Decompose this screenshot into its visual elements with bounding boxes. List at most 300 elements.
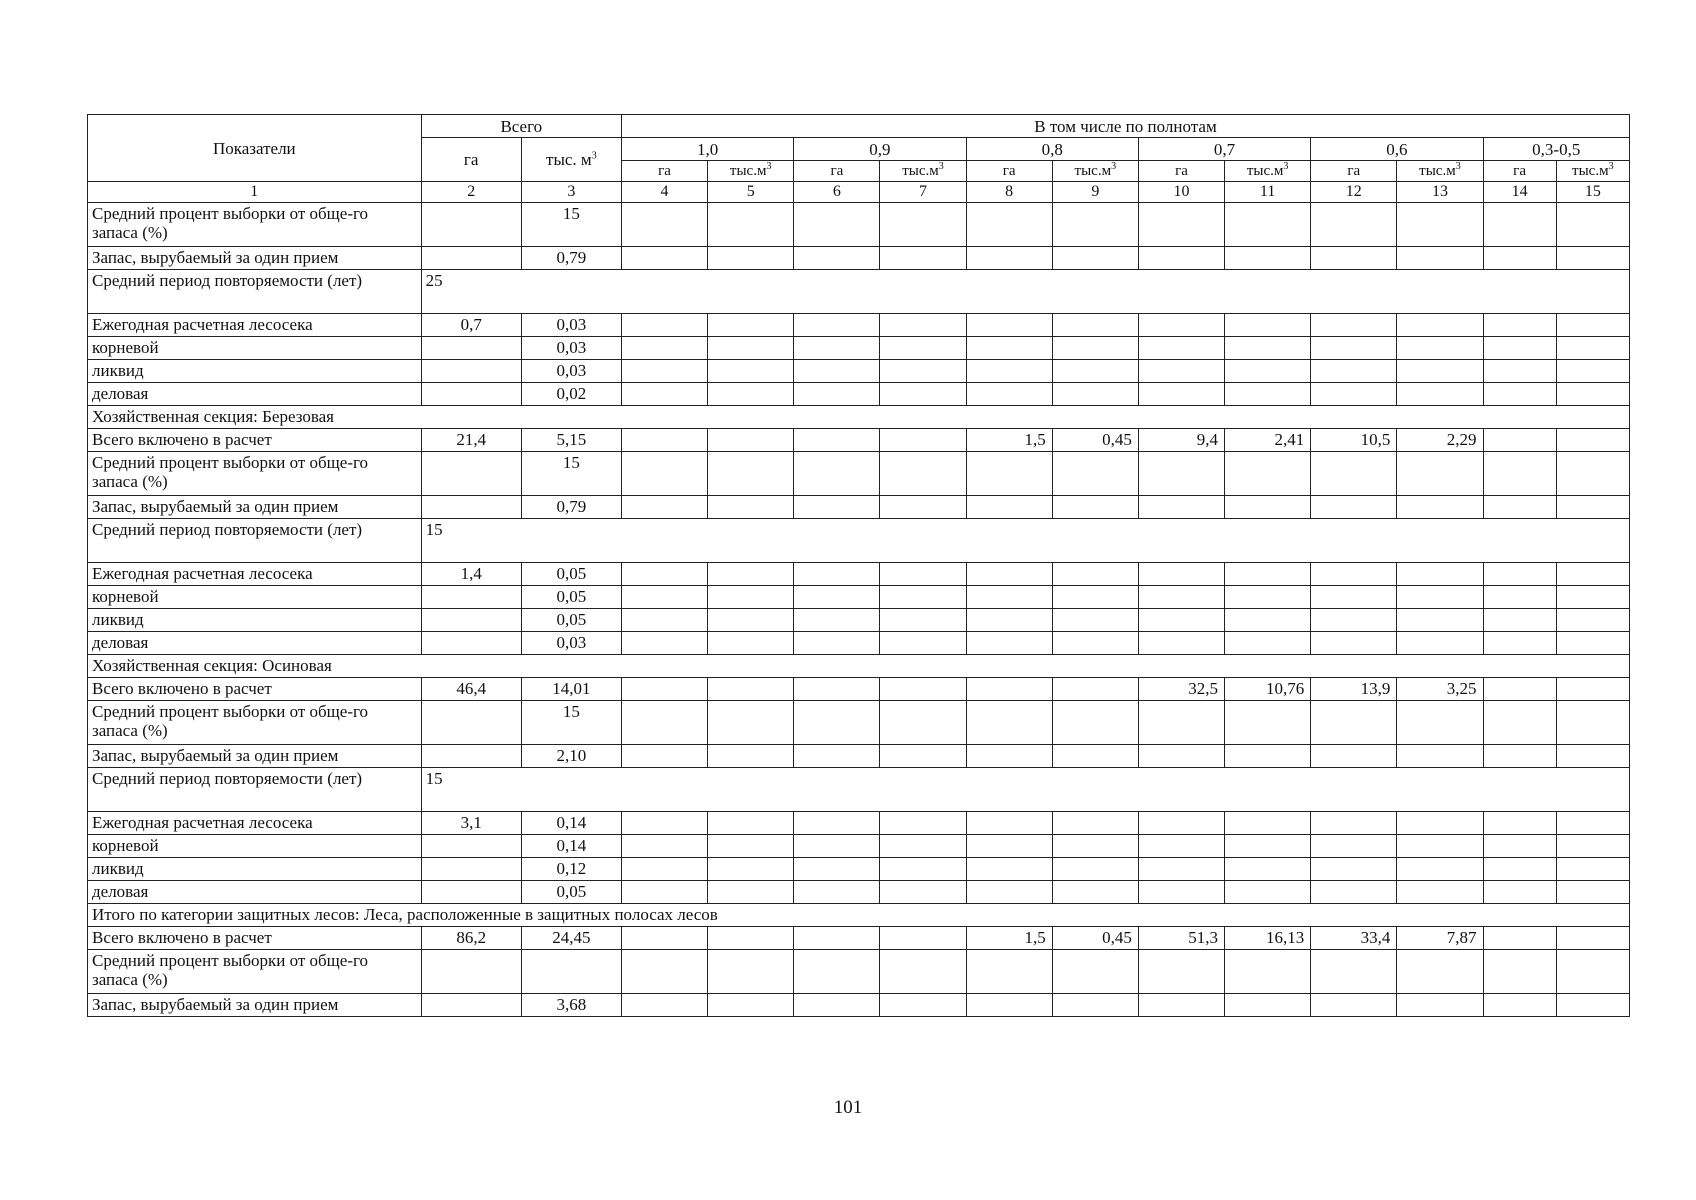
table-row — [88, 563, 1630, 586]
row-label: Средний процент выборки от обще-го запаса (%) — [88, 950, 422, 994]
table-cell — [1052, 203, 1138, 247]
table-cell — [708, 337, 794, 360]
table-cell — [1556, 835, 1629, 858]
table-cell — [1397, 452, 1483, 496]
row-label: Ежегодная расчетная лесосека — [88, 812, 422, 835]
table-cell — [880, 678, 966, 701]
table-cell: 0,79 — [521, 247, 621, 270]
row-label: Средний процент выборки от обще-го запаса (%) — [88, 203, 422, 247]
table-cell — [1138, 858, 1224, 881]
table-cell — [621, 950, 707, 994]
table-cell — [1397, 701, 1483, 745]
table-cell — [1138, 383, 1224, 406]
section-title: Хозяйственная секция: Осиновая — [88, 655, 1630, 678]
table-cell — [708, 835, 794, 858]
table-cell — [880, 563, 966, 586]
table-cell: 0,45 — [1052, 429, 1138, 452]
table-cell — [794, 835, 880, 858]
table-row — [88, 858, 1630, 881]
row-label: ликвид — [88, 360, 422, 383]
column-number: 12 — [1311, 182, 1397, 203]
table-cell — [1483, 701, 1556, 745]
density-header: 1,0 — [621, 138, 793, 161]
table-cell — [966, 950, 1052, 994]
table-cell: 1,5 — [966, 429, 1052, 452]
table-cell — [621, 701, 707, 745]
table-cell — [966, 337, 1052, 360]
ha-subheader: га — [621, 161, 707, 182]
period-value: 15 — [421, 768, 1629, 812]
table-cell — [1311, 609, 1397, 632]
table-cell — [1311, 247, 1397, 270]
table-cell — [1311, 360, 1397, 383]
table-cell — [1483, 314, 1556, 337]
table-cell — [880, 247, 966, 270]
table-cell: 51,3 — [1138, 927, 1224, 950]
table-cell — [794, 632, 880, 655]
table-cell — [880, 745, 966, 768]
table-cell — [421, 452, 521, 496]
row-label: Ежегодная расчетная лесосека — [88, 563, 422, 586]
table-cell — [966, 496, 1052, 519]
cubic-sup: 3 — [766, 160, 772, 172]
table-cell: 0,14 — [521, 812, 621, 835]
table-cell — [621, 383, 707, 406]
table-cell — [1483, 337, 1556, 360]
table-cell: 0,03 — [521, 360, 621, 383]
table-cell — [966, 586, 1052, 609]
section-title: Итого по категории защитных лесов: Леса, расположенные в защитных полосах лесов — [88, 904, 1630, 927]
table-cell — [621, 678, 707, 701]
table-cell: 0,03 — [521, 314, 621, 337]
table-cell: 33,4 — [1311, 927, 1397, 950]
table-row — [88, 994, 1630, 1017]
table-cell — [1225, 586, 1311, 609]
table-cell — [1225, 383, 1311, 406]
table-cell — [794, 337, 880, 360]
table-cell — [708, 927, 794, 950]
cubic-sup: 3 — [938, 160, 944, 172]
table-row — [88, 337, 1630, 360]
table-cell — [1311, 994, 1397, 1017]
table-cell — [708, 586, 794, 609]
table-cell — [621, 314, 707, 337]
table-cell — [1138, 950, 1224, 994]
table-cell — [794, 678, 880, 701]
table-row — [88, 360, 1630, 383]
cubic-sup: 3 — [1608, 160, 1614, 172]
table-cell: 5,15 — [521, 429, 621, 452]
row-label: Всего включено в расчет — [88, 429, 422, 452]
table-row — [88, 496, 1630, 519]
table-cell — [794, 812, 880, 835]
table-cell — [1052, 360, 1138, 383]
table-cell — [621, 994, 707, 1017]
table-cell — [1556, 950, 1629, 994]
table-cell — [1138, 632, 1224, 655]
table-row — [88, 314, 1630, 337]
table-cell — [1397, 881, 1483, 904]
volume-unit: тыс.м — [1074, 162, 1112, 179]
column-number: 14 — [1483, 182, 1556, 203]
page-number: 101 — [833, 1097, 863, 1118]
by-density-header: В том числе по полнотам — [621, 115, 1629, 138]
volume-subheader — [1225, 161, 1311, 182]
table-cell: 0,05 — [521, 586, 621, 609]
table-cell — [621, 858, 707, 881]
table-cell — [421, 858, 521, 881]
table-cell — [621, 337, 707, 360]
table-cell — [708, 994, 794, 1017]
table-cell: 0,03 — [521, 337, 621, 360]
table-cell — [880, 881, 966, 904]
table-cell — [1483, 812, 1556, 835]
table-cell — [708, 247, 794, 270]
total-volume-unit: тыс. м — [546, 150, 592, 169]
table-row — [88, 586, 1630, 609]
table-cell — [1483, 678, 1556, 701]
table-cell — [1397, 563, 1483, 586]
table-cell — [1397, 609, 1483, 632]
table-cell — [794, 701, 880, 745]
table-cell — [621, 452, 707, 496]
table-cell — [1556, 678, 1629, 701]
table-cell — [794, 927, 880, 950]
table-row — [88, 812, 1630, 835]
table-cell — [708, 632, 794, 655]
ha-subheader: га — [1138, 161, 1224, 182]
table-cell — [421, 881, 521, 904]
table-cell — [1052, 812, 1138, 835]
row-label: деловая — [88, 383, 422, 406]
table-row — [88, 927, 1630, 950]
table-row — [88, 270, 1630, 314]
table-cell — [1483, 563, 1556, 586]
table-cell — [1225, 496, 1311, 519]
table-cell — [708, 609, 794, 632]
table-cell — [1138, 496, 1224, 519]
table-cell — [421, 632, 521, 655]
table-cell — [1138, 745, 1224, 768]
table-row — [88, 678, 1630, 701]
table-cell — [421, 247, 521, 270]
table-cell — [1483, 609, 1556, 632]
table-cell — [1225, 247, 1311, 270]
table-cell — [1138, 203, 1224, 247]
table-cell — [1397, 632, 1483, 655]
table-cell — [1052, 314, 1138, 337]
table-row — [88, 950, 1630, 994]
table-cell — [1483, 429, 1556, 452]
table-cell — [1556, 701, 1629, 745]
row-label: Запас, вырубаемый за один прием — [88, 745, 422, 768]
table-cell — [966, 383, 1052, 406]
table-cell — [1225, 609, 1311, 632]
volume-subheader — [880, 161, 966, 182]
table-cell — [421, 203, 521, 247]
table-cell — [966, 835, 1052, 858]
table-cell: 1,5 — [966, 927, 1052, 950]
table-cell — [1556, 812, 1629, 835]
table-cell — [1052, 994, 1138, 1017]
table-cell — [1311, 383, 1397, 406]
table-cell — [794, 360, 880, 383]
table-cell — [1556, 203, 1629, 247]
table-cell: 0,79 — [521, 496, 621, 519]
table-cell — [966, 452, 1052, 496]
table-cell — [794, 881, 880, 904]
table-cell — [421, 586, 521, 609]
table-cell — [1225, 881, 1311, 904]
table-cell: 14,01 — [521, 678, 621, 701]
table-cell: 10,5 — [1311, 429, 1397, 452]
table-cell — [880, 701, 966, 745]
row-label: Средний период повторяемости (лет) — [88, 519, 422, 563]
table-cell — [708, 429, 794, 452]
table-cell: 0,45 — [1052, 927, 1138, 950]
table-cell — [621, 563, 707, 586]
table-cell — [1052, 701, 1138, 745]
allowable-cut-table — [87, 114, 1630, 1017]
table-cell — [1397, 360, 1483, 383]
table-cell — [421, 496, 521, 519]
table-cell — [1397, 337, 1483, 360]
table-cell — [880, 496, 966, 519]
table-cell — [421, 609, 521, 632]
table-cell: 3,68 — [521, 994, 621, 1017]
table-cell: 21,4 — [421, 429, 521, 452]
ha-subheader: га — [1311, 161, 1397, 182]
row-label: корневой — [88, 337, 422, 360]
volume-unit: тыс.м — [1246, 162, 1284, 179]
table-cell — [794, 858, 880, 881]
table-cell — [1052, 452, 1138, 496]
table-cell — [621, 881, 707, 904]
table-cell — [1397, 203, 1483, 247]
table-cell — [794, 586, 880, 609]
table-cell — [1138, 701, 1224, 745]
table-cell — [966, 881, 1052, 904]
table-cell — [1556, 632, 1629, 655]
column-number: 5 — [708, 182, 794, 203]
row-label: Всего включено в расчет — [88, 678, 422, 701]
table-cell — [1052, 858, 1138, 881]
table-cell: 3,25 — [1397, 678, 1483, 701]
table-cell — [880, 452, 966, 496]
column-number: 13 — [1397, 182, 1483, 203]
table-cell — [421, 950, 521, 994]
section-title: Хозяйственная секция: Березовая — [88, 406, 1630, 429]
table-cell — [880, 203, 966, 247]
table-row — [88, 701, 1630, 745]
total-volume-header — [521, 138, 621, 182]
table-cell — [1052, 950, 1138, 994]
table-cell — [1397, 383, 1483, 406]
table-cell — [708, 203, 794, 247]
volume-subheader — [1397, 161, 1483, 182]
table-cell — [1311, 337, 1397, 360]
table-cell — [1556, 360, 1629, 383]
table-cell — [1483, 360, 1556, 383]
table-cell — [1556, 858, 1629, 881]
table-cell — [708, 314, 794, 337]
table-cell — [1225, 337, 1311, 360]
table-cell — [880, 337, 966, 360]
table-cell — [708, 745, 794, 768]
table-cell — [1397, 314, 1483, 337]
volume-unit: тыс.м — [1419, 162, 1456, 179]
table-row — [88, 203, 1630, 247]
table-row — [88, 609, 1630, 632]
table-cell — [1483, 858, 1556, 881]
table-body — [88, 203, 1630, 1017]
row-label: ликвид — [88, 609, 422, 632]
cubic-sup: 3 — [1283, 160, 1289, 172]
table-cell — [1483, 383, 1556, 406]
table-cell — [621, 745, 707, 768]
table-row — [88, 383, 1630, 406]
volume-unit: тыс.м — [729, 162, 767, 179]
table-cell — [708, 360, 794, 383]
table-row — [88, 429, 1630, 452]
table-cell — [1311, 203, 1397, 247]
table-cell: 0,05 — [521, 563, 621, 586]
table-cell — [880, 835, 966, 858]
table-cell — [1556, 496, 1629, 519]
table-cell — [1138, 835, 1224, 858]
table-cell — [1311, 835, 1397, 858]
table-row — [88, 452, 1630, 496]
row-label: деловая — [88, 881, 422, 904]
table-cell — [880, 950, 966, 994]
table-cell — [1225, 835, 1311, 858]
table-cell — [966, 812, 1052, 835]
table-cell — [708, 812, 794, 835]
row-label: Средний период повторяемости (лет) — [88, 270, 422, 314]
table-cell: 0,05 — [521, 881, 621, 904]
table-cell — [1556, 429, 1629, 452]
table-cell — [1556, 586, 1629, 609]
table-cell — [1556, 881, 1629, 904]
column-number: 10 — [1138, 182, 1224, 203]
table-cell — [1556, 609, 1629, 632]
table-cell — [1052, 881, 1138, 904]
table-cell — [1397, 496, 1483, 519]
table-cell — [1483, 745, 1556, 768]
table-cell: 15 — [521, 452, 621, 496]
table-cell: 15 — [521, 701, 621, 745]
row-label: Запас, вырубаемый за один прием — [88, 247, 422, 270]
table-cell — [794, 496, 880, 519]
table-cell — [708, 701, 794, 745]
table-cell: 2,10 — [521, 745, 621, 768]
table-cell — [621, 586, 707, 609]
table-cell — [966, 563, 1052, 586]
table-cell — [1483, 881, 1556, 904]
table-cell — [880, 632, 966, 655]
table-cell — [1138, 994, 1224, 1017]
table-cell — [708, 563, 794, 586]
table-cell — [1311, 701, 1397, 745]
table-cell — [880, 994, 966, 1017]
cubic-sup: 3 — [1111, 160, 1117, 172]
table-cell: 0,12 — [521, 858, 621, 881]
table-cell — [621, 429, 707, 452]
table-cell — [1225, 745, 1311, 768]
table-row — [88, 745, 1630, 768]
table-cell: 16,13 — [1225, 927, 1311, 950]
table-cell — [880, 586, 966, 609]
table-cell: 7,87 — [1397, 927, 1483, 950]
table-row — [88, 632, 1630, 655]
table-cell — [794, 563, 880, 586]
table-cell — [1138, 360, 1224, 383]
density-header: 0,9 — [794, 138, 966, 161]
table-cell — [1483, 496, 1556, 519]
table-cell — [794, 429, 880, 452]
table-cell — [1138, 563, 1224, 586]
table-cell: 1,4 — [421, 563, 521, 586]
section-row — [88, 406, 1630, 429]
table-cell — [1311, 881, 1397, 904]
table-cell — [421, 701, 521, 745]
table-cell — [794, 745, 880, 768]
section-row — [88, 655, 1630, 678]
table-cell: 0,14 — [521, 835, 621, 858]
volume-subheader — [708, 161, 794, 182]
table-cell — [1397, 586, 1483, 609]
table-cell — [966, 858, 1052, 881]
table-cell — [1397, 745, 1483, 768]
table-cell — [1138, 609, 1224, 632]
row-label: Всего включено в расчет — [88, 927, 422, 950]
column-number: 6 — [794, 182, 880, 203]
volume-unit: тыс.м — [1572, 162, 1609, 179]
table-cell: 2,29 — [1397, 429, 1483, 452]
table-cell — [1138, 452, 1224, 496]
row-label: Запас, вырубаемый за один прием — [88, 994, 422, 1017]
table-cell — [621, 360, 707, 383]
table-cell — [1052, 678, 1138, 701]
table-cell — [1311, 745, 1397, 768]
table-cell — [1225, 950, 1311, 994]
table-cell: 9,4 — [1138, 429, 1224, 452]
table-cell — [1052, 632, 1138, 655]
table-cell — [1556, 247, 1629, 270]
table-cell — [1311, 632, 1397, 655]
table-cell — [621, 247, 707, 270]
table-cell — [1225, 563, 1311, 586]
table-cell — [708, 950, 794, 994]
table-cell — [1483, 203, 1556, 247]
table-cell — [708, 858, 794, 881]
table-cell — [1311, 314, 1397, 337]
table-cell — [521, 950, 621, 994]
row-label: корневой — [88, 835, 422, 858]
table-cell — [1311, 452, 1397, 496]
table-cell — [421, 835, 521, 858]
table-cell: 46,4 — [421, 678, 521, 701]
table-cell — [1138, 881, 1224, 904]
table-cell — [1225, 360, 1311, 383]
table-cell — [1556, 452, 1629, 496]
table-cell — [421, 745, 521, 768]
table-cell — [1225, 314, 1311, 337]
volume-unit: тыс.м — [902, 162, 939, 179]
table-cell — [1225, 858, 1311, 881]
density-header: 0,8 — [966, 138, 1138, 161]
table-cell — [1225, 812, 1311, 835]
